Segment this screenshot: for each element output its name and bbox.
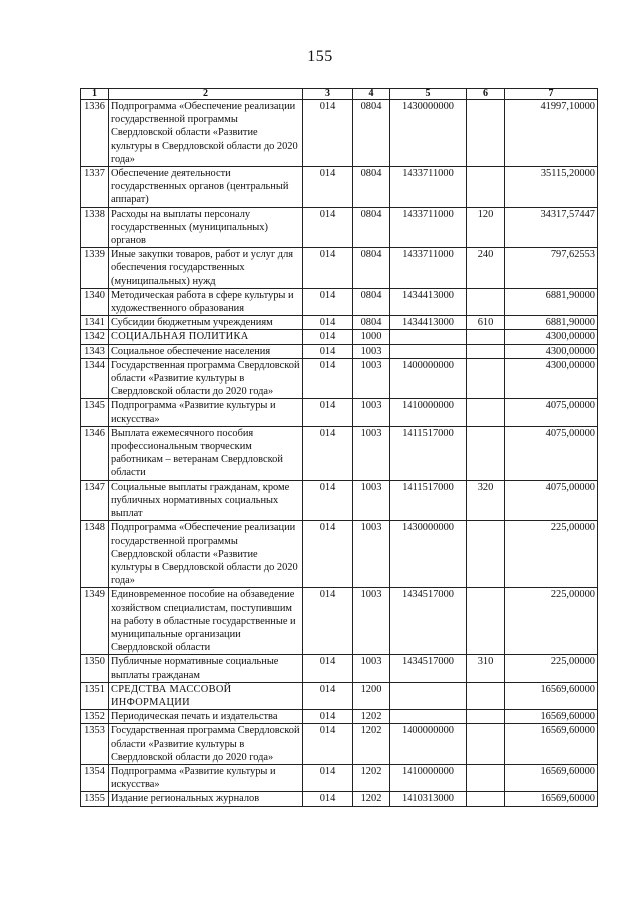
section-code-cell: 1003 xyxy=(353,655,390,682)
row-name-cell: Публичные нормативные социальные выплаты гражданам xyxy=(109,655,303,682)
amount-cell: 225,00000 xyxy=(505,521,598,588)
table-row xyxy=(81,207,598,248)
section-code-cell: 1202 xyxy=(353,764,390,791)
expense-type-cell: 120 xyxy=(467,207,505,248)
row-name-cell: Единовременное пособие на обзаведение хозяйством специалистам, поступившим на работу в областные государственные и муниципальные организации Свердловской области xyxy=(109,588,303,655)
expense-type-cell xyxy=(467,399,505,426)
section-code-cell: 1003 xyxy=(353,521,390,588)
department-code-cell: 014 xyxy=(303,248,353,289)
row-name-cell: Иные закупки товаров, работ и услуг для обеспечения государственных (муниципальных) нужд xyxy=(109,248,303,289)
table-row xyxy=(81,655,598,682)
amount-cell: 6881,90000 xyxy=(505,316,598,330)
amount-cell: 16569,60000 xyxy=(505,792,598,806)
amount-cell: 6881,90000 xyxy=(505,288,598,315)
row-name-cell: Периодическая печать и издательства xyxy=(109,710,303,724)
row-number-cell: 1349 xyxy=(81,588,109,655)
row-number-cell: 1347 xyxy=(81,480,109,521)
row-number-cell: 1337 xyxy=(81,167,109,208)
row-name-cell: Государственная программа Свердловской области «Развитие культуры в Свердловской области до 2020 года» xyxy=(109,724,303,765)
column-header: 6 xyxy=(467,89,505,100)
row-name-cell: Подпрограмма «Развитие культуры и искусства» xyxy=(109,399,303,426)
department-code-cell: 014 xyxy=(303,764,353,791)
target-article-cell: 1430000000 xyxy=(390,100,467,167)
row-number-cell: 1354 xyxy=(81,764,109,791)
amount-cell: 35115,20000 xyxy=(505,167,598,208)
target-article-cell xyxy=(390,344,467,358)
section-code-cell: 0804 xyxy=(353,167,390,208)
target-article-cell: 1433711000 xyxy=(390,207,467,248)
expense-type-cell: 610 xyxy=(467,316,505,330)
row-name-cell: Государственная программа Свердловской области «Развитие культуры в Свердловской области до 2020 года» xyxy=(109,358,303,399)
row-number-cell: 1344 xyxy=(81,358,109,399)
department-code-cell: 014 xyxy=(303,710,353,724)
amount-cell: 797,62553 xyxy=(505,248,598,289)
department-code-cell: 014 xyxy=(303,724,353,765)
amount-cell: 4300,00000 xyxy=(505,330,598,344)
row-number-cell: 1336 xyxy=(81,100,109,167)
row-number-cell: 1345 xyxy=(81,399,109,426)
table-row xyxy=(81,724,598,765)
column-header: 7 xyxy=(505,89,598,100)
table-row xyxy=(81,344,598,358)
expense-type-cell xyxy=(467,288,505,315)
table-row xyxy=(81,100,598,167)
department-code-cell: 014 xyxy=(303,316,353,330)
table-row xyxy=(81,588,598,655)
target-article-cell: 1410313000 xyxy=(390,792,467,806)
row-number-cell: 1343 xyxy=(81,344,109,358)
row-number-cell: 1341 xyxy=(81,316,109,330)
expense-type-cell xyxy=(467,426,505,480)
page-number: 155 xyxy=(307,48,333,65)
expense-type-cell xyxy=(467,521,505,588)
table-row xyxy=(81,330,598,344)
table-header-row xyxy=(81,89,598,100)
table-row xyxy=(81,167,598,208)
table-row xyxy=(81,792,598,806)
target-article-cell: 1411517000 xyxy=(390,426,467,480)
table-row xyxy=(81,480,598,521)
section-code-cell: 1000 xyxy=(353,330,390,344)
expense-type-cell xyxy=(467,100,505,167)
column-header: 5 xyxy=(390,89,467,100)
target-article-cell: 1411517000 xyxy=(390,480,467,521)
column-header: 4 xyxy=(353,89,390,100)
target-article-cell xyxy=(390,710,467,724)
row-name-cell: СОЦИАЛЬНАЯ ПОЛИТИКА xyxy=(109,330,303,344)
target-article-cell xyxy=(390,330,467,344)
amount-cell: 16569,60000 xyxy=(505,682,598,709)
department-code-cell: 014 xyxy=(303,358,353,399)
section-code-cell: 1202 xyxy=(353,792,390,806)
expense-type-cell xyxy=(467,330,505,344)
table-row xyxy=(81,521,598,588)
row-name-cell: Издание региональных журналов xyxy=(109,792,303,806)
row-name-cell: Подпрограмма «Развитие культуры и искусства» xyxy=(109,764,303,791)
row-name-cell: Обеспечение деятельности государственных органов (центральный аппарат) xyxy=(109,167,303,208)
amount-cell: 225,00000 xyxy=(505,655,598,682)
row-name-cell: Подпрограмма «Обеспечение реализации государственной программы Свердловской области «Развитие культуры в Свердловской области до 2020 года» xyxy=(109,100,303,167)
department-code-cell: 014 xyxy=(303,288,353,315)
department-code-cell: 014 xyxy=(303,655,353,682)
expense-type-cell xyxy=(467,588,505,655)
target-article-cell xyxy=(390,682,467,709)
expense-type-cell xyxy=(467,710,505,724)
amount-cell: 34317,57447 xyxy=(505,207,598,248)
target-article-cell: 1400000000 xyxy=(390,724,467,765)
row-number-cell: 1340 xyxy=(81,288,109,315)
expense-type-cell xyxy=(467,167,505,208)
row-number-cell: 1346 xyxy=(81,426,109,480)
table-row xyxy=(81,682,598,709)
target-article-cell: 1434413000 xyxy=(390,288,467,315)
table-row xyxy=(81,399,598,426)
target-article-cell: 1434413000 xyxy=(390,316,467,330)
column-header: 3 xyxy=(303,89,353,100)
section-code-cell: 1200 xyxy=(353,682,390,709)
department-code-cell: 014 xyxy=(303,480,353,521)
amount-cell: 41997,10000 xyxy=(505,100,598,167)
section-code-cell: 0804 xyxy=(353,316,390,330)
row-name-cell: Субсидии бюджетным учреждениям xyxy=(109,316,303,330)
row-name-cell: Выплата ежемесячного пособия профессиональным творческим работникам – ветеранам Свердловской области xyxy=(109,426,303,480)
amount-cell: 225,00000 xyxy=(505,588,598,655)
department-code-cell: 014 xyxy=(303,682,353,709)
row-number-cell: 1353 xyxy=(81,724,109,765)
row-name-cell: Социальное обеспечение населения xyxy=(109,344,303,358)
section-code-cell: 1003 xyxy=(353,344,390,358)
department-code-cell: 014 xyxy=(303,399,353,426)
row-name-cell: Подпрограмма «Обеспечение реализации государственной программы Свердловской области «Развитие культуры в Свердловской области до 2020 года» xyxy=(109,521,303,588)
table-row xyxy=(81,316,598,330)
row-number-cell: 1351 xyxy=(81,682,109,709)
amount-cell: 4300,00000 xyxy=(505,344,598,358)
amount-cell: 4075,00000 xyxy=(505,426,598,480)
department-code-cell: 014 xyxy=(303,100,353,167)
expense-type-cell xyxy=(467,792,505,806)
department-code-cell: 014 xyxy=(303,588,353,655)
target-article-cell: 1433711000 xyxy=(390,248,467,289)
department-code-cell: 014 xyxy=(303,207,353,248)
row-name-cell: Социальные выплаты гражданам, кроме публичных нормативных социальных выплат xyxy=(109,480,303,521)
table-body xyxy=(81,100,598,807)
row-name-cell: Методическая работа в сфере культуры и художественного образования xyxy=(109,288,303,315)
row-name-cell: Расходы на выплаты персоналу государственных (муниципальных) органов xyxy=(109,207,303,248)
row-number-cell: 1338 xyxy=(81,207,109,248)
department-code-cell: 014 xyxy=(303,344,353,358)
expense-type-cell xyxy=(467,764,505,791)
expense-type-cell xyxy=(467,724,505,765)
row-number-cell: 1350 xyxy=(81,655,109,682)
target-article-cell: 1410000000 xyxy=(390,764,467,791)
section-code-cell: 1202 xyxy=(353,724,390,765)
target-article-cell: 1430000000 xyxy=(390,521,467,588)
table-row xyxy=(81,710,598,724)
expense-type-cell xyxy=(467,344,505,358)
section-code-cell: 1202 xyxy=(353,710,390,724)
row-number-cell: 1348 xyxy=(81,521,109,588)
column-header: 1 xyxy=(81,89,109,100)
section-code-cell: 0804 xyxy=(353,207,390,248)
department-code-cell: 014 xyxy=(303,330,353,344)
target-article-cell: 1433711000 xyxy=(390,167,467,208)
department-code-cell: 014 xyxy=(303,792,353,806)
amount-cell: 16569,60000 xyxy=(505,764,598,791)
row-name-cell: СРЕДСТВА МАССОВОЙ ИНФОРМАЦИИ xyxy=(109,682,303,709)
amount-cell: 4075,00000 xyxy=(505,399,598,426)
section-code-cell: 0804 xyxy=(353,100,390,167)
row-number-cell: 1342 xyxy=(81,330,109,344)
table-row xyxy=(81,764,598,791)
section-code-cell: 0804 xyxy=(353,288,390,315)
target-article-cell: 1410000000 xyxy=(390,399,467,426)
department-code-cell: 014 xyxy=(303,167,353,208)
table-row xyxy=(81,426,598,480)
amount-cell: 16569,60000 xyxy=(505,710,598,724)
section-code-cell: 1003 xyxy=(353,358,390,399)
section-code-cell: 1003 xyxy=(353,426,390,480)
section-code-cell: 0804 xyxy=(353,248,390,289)
row-number-cell: 1339 xyxy=(81,248,109,289)
amount-cell: 4300,00000 xyxy=(505,358,598,399)
row-number-cell: 1352 xyxy=(81,710,109,724)
table-row xyxy=(81,248,598,289)
department-code-cell: 014 xyxy=(303,521,353,588)
row-number-cell: 1355 xyxy=(81,792,109,806)
expense-type-cell: 240 xyxy=(467,248,505,289)
column-header: 2 xyxy=(109,89,303,100)
target-article-cell: 1400000000 xyxy=(390,358,467,399)
expense-type-cell: 320 xyxy=(467,480,505,521)
section-code-cell: 1003 xyxy=(353,588,390,655)
target-article-cell: 1434517000 xyxy=(390,588,467,655)
expense-type-cell xyxy=(467,358,505,399)
table-row xyxy=(81,358,598,399)
amount-cell: 4075,00000 xyxy=(505,480,598,521)
budget-table xyxy=(80,88,598,807)
target-article-cell: 1434517000 xyxy=(390,655,467,682)
section-code-cell: 1003 xyxy=(353,399,390,426)
amount-cell: 16569,60000 xyxy=(505,724,598,765)
department-code-cell: 014 xyxy=(303,426,353,480)
section-code-cell: 1003 xyxy=(353,480,390,521)
table-row xyxy=(81,288,598,315)
expense-type-cell xyxy=(467,682,505,709)
expense-type-cell: 310 xyxy=(467,655,505,682)
